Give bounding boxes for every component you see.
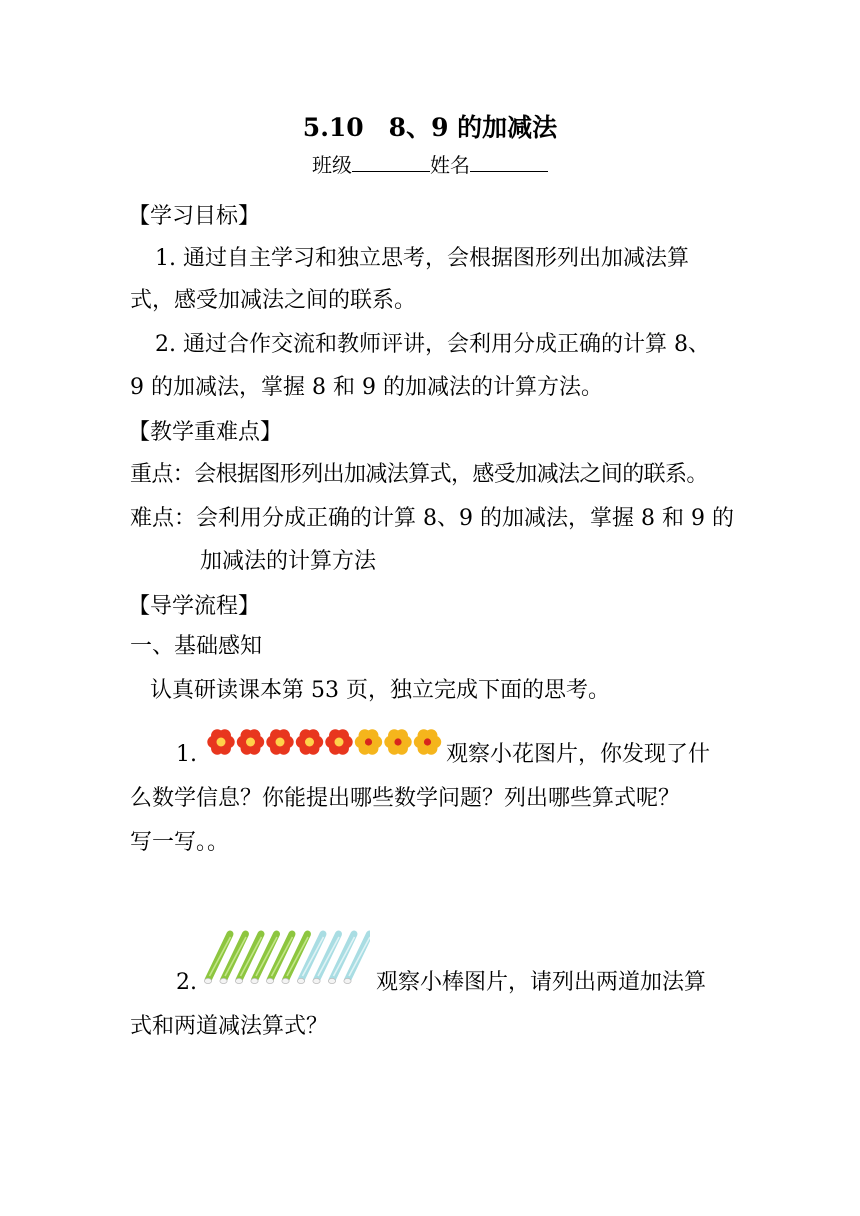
class-name-fields (0, 152, 860, 178)
question-1-line-2: 么数学信息？你能提出哪些数学问题？列出哪些算式呢？ (130, 786, 681, 811)
red-flower-icon (325, 729, 352, 754)
section-basic-perception: 一、基础感知 (130, 634, 263, 659)
question-1-line-1: 观察小花图片，你发现了什 (446, 742, 711, 767)
reading-instruction: 认真研读课本第 53 页，独立完成下面的思考。 (150, 678, 610, 703)
yellow-flower-icon (355, 729, 382, 754)
difficulty-line-2: 加减法的计算方法 (200, 549, 377, 574)
red-flower-icon (237, 729, 264, 754)
yellow-flower-icon (414, 729, 441, 754)
page-title: 5.10 8、9 的加减法 (302, 113, 558, 142)
red-flower-icon (296, 729, 323, 754)
question-1-number: 1. (176, 742, 197, 767)
objective-1-line-2: 式，感受加减法之间的联系。 (130, 288, 417, 313)
flow-heading: 【导学流程】 (128, 594, 261, 619)
class-blank[interactable] (352, 153, 430, 172)
class-label: 班级 (312, 153, 352, 177)
sticks-image (198, 928, 370, 990)
yellow-flower-icon (384, 729, 411, 754)
flowers-image (206, 727, 442, 757)
red-flower-icon (207, 729, 234, 754)
question-2-line-1: 观察小棒图片，请列出两道加法算 (376, 970, 707, 995)
objective-2-line-2: 9 的加减法，掌握 8 和 9 的加减法的计算方法。 (130, 375, 603, 400)
objective-1-line-1: 1. 通过自主学习和独立思考，会根据图形列出加减法算 (155, 246, 689, 271)
question-2-line-2: 式和两道减法算式？ (130, 1014, 329, 1039)
focus-point: 重点：会根据图形列出加减法算式，感受加减法之间的联系。 (130, 462, 708, 487)
difficulty-line-1: 难点：会利用分成正确的计算 8、9 的加减法，掌握 8 和 9 的 (130, 506, 734, 531)
name-label: 姓名 (430, 153, 470, 177)
question-2-number: 2. (176, 970, 197, 995)
objective-2-line-1: 2. 通过合作交流和教师评讲，会利用分成正确的计算 8、 (155, 332, 710, 357)
key-points-heading: 【教学重难点】 (128, 420, 283, 445)
red-flower-icon (266, 729, 293, 754)
name-blank[interactable] (470, 153, 548, 172)
question-1-line-3: 写一写。。 (130, 830, 230, 855)
objectives-heading: 【学习目标】 (128, 204, 261, 229)
